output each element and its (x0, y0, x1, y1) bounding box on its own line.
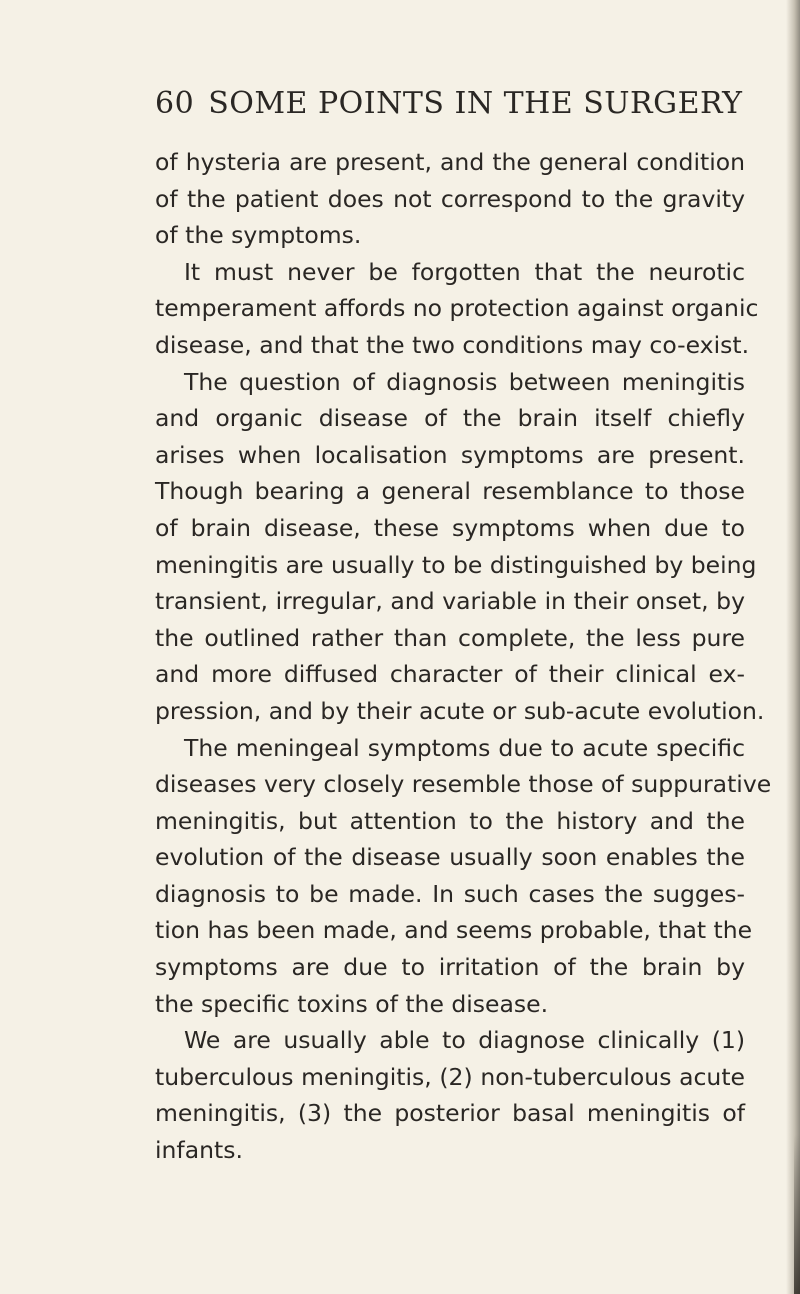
text-line: meningitis, (3) the posterior basal meningitis of (155, 1099, 745, 1128)
text-line: and organic disease of the brain itself chiefly (155, 404, 745, 433)
text-line: tuberculous meningitis, (2) non-tuberculous acute (155, 1062, 745, 1091)
text-line: The question of diagnosis between meningitis (184, 367, 745, 396)
text-line: and more diffused character of their clinical ex- (155, 660, 745, 689)
text-line: arises when localisation symptoms are present. (155, 440, 745, 469)
text-line: disease, and that the two conditions may co-exist. (155, 330, 750, 359)
text-line: of brain disease, these symptoms when due to (155, 513, 745, 542)
text-line: of the symptoms. (155, 221, 362, 250)
running-title: SOME POINTS IN THE SURGERY (208, 86, 743, 121)
text-line: meningitis, but attention to the history and the (155, 806, 745, 835)
text-line: symptoms are due to irritation of the brain by (155, 953, 745, 982)
text-line: the specific toxins of the disease. (155, 989, 549, 1018)
text-line: We are usually able to diagnose clinically (1) (184, 1026, 745, 1055)
text-line: the outlined rather than complete, the less pure (155, 623, 745, 652)
text-line: diseases very closely resemble those of suppurative (155, 770, 772, 799)
running-header (155, 86, 743, 121)
body-text (155, 144, 772, 1169)
text-line: infants. (155, 1136, 243, 1165)
text-line: It must never be forgotten that the neurotic (184, 257, 745, 286)
text-line: Though bearing a general resemblance to those (155, 477, 745, 506)
text-line: pression, and by their acute or sub-acute evolution. (155, 696, 765, 725)
page-edge-dark (794, 1134, 800, 1294)
text-line: meningitis are usually to be distinguished by being (155, 550, 757, 579)
text-line: temperament affords no protection against organic (155, 294, 759, 323)
text-line: of the patient does not correspond to the gravity (155, 184, 745, 213)
text-line: transient, irregular, and variable in their onset, by (155, 587, 745, 616)
page-edge-shadow (786, 0, 800, 1294)
text-line: of hysteria are present, and the general condition (155, 148, 745, 176)
text-line: evolution of the disease usually soon enables the (155, 843, 745, 872)
text-line: tion has been made, and seems probable, that the (155, 916, 753, 945)
text-line: diagnosis to be made. In such cases the sugges- (155, 879, 745, 908)
text-line: The meningeal symptoms due to acute specific (184, 733, 745, 762)
page-number: 60 (155, 86, 195, 121)
